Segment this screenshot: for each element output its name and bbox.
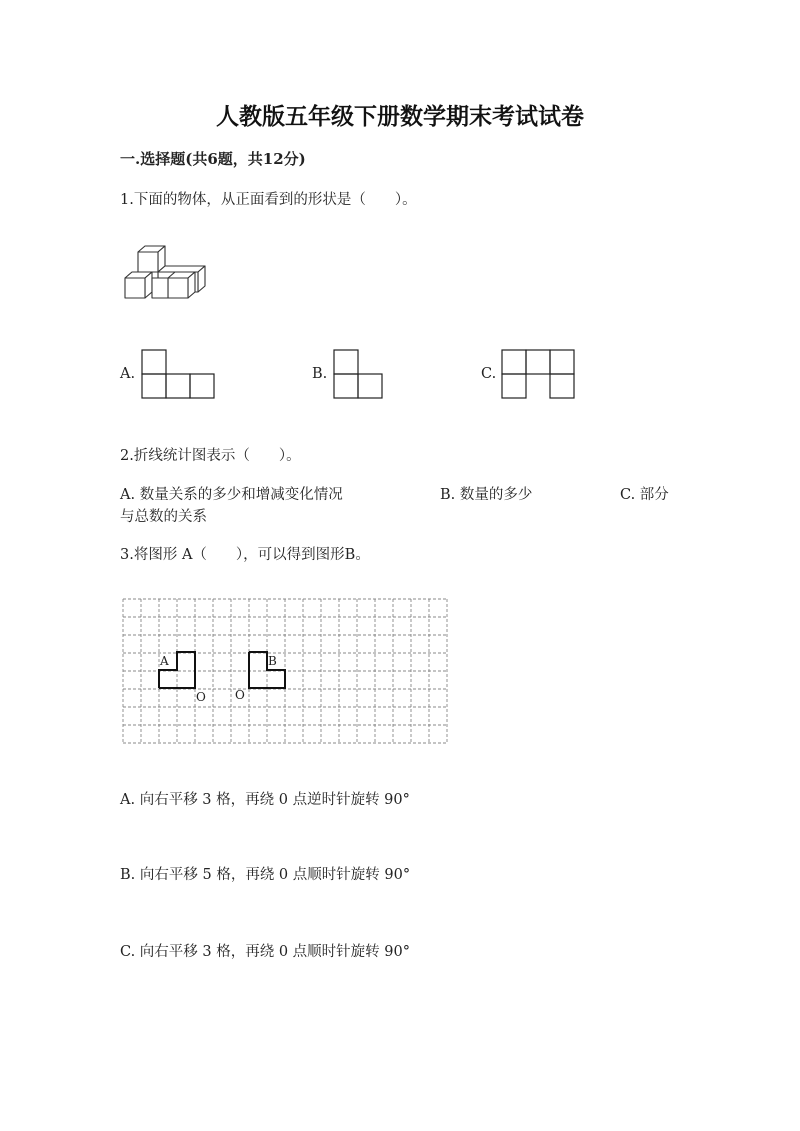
question-3-option-a[interactable]: A. 向右平移 3 格，再绕 0 点逆时针旋转 90° [120,792,410,808]
question-1-option-b-shape[interactable] [333,349,383,399]
question-2-option-b[interactable]: B. 数量的多少 [440,487,533,503]
question-3-text: 3.将图形 A（ ），可以得到图形B。 [120,547,370,563]
question-2-option-c-continued: 与总数的关系 [120,509,207,525]
question-2-text: 2.折线统计图表示（ ）。 [120,448,301,464]
question-1-option-a-shape[interactable] [141,349,215,399]
point-o-right-of-a: O [196,690,206,704]
question-2-option-c[interactable]: C. 部分 [620,487,669,503]
page-title: 人教版五年级下册数学期末考试试卷 [216,103,584,130]
section-heading: 一.选择题(共6题，共12分) [120,150,306,168]
question-2-option-a[interactable]: A. 数量关系的多少和增减变化情况 [120,487,343,503]
question-3-option-c[interactable]: C. 向右平移 3 格，再绕 0 点顺时针旋转 90° [120,944,410,960]
question-3-grid-figure [123,599,445,744]
question-1-option-b-label[interactable]: B. [312,366,328,382]
question-1-text: 1.下面的物体，从正面看到的形状是（ ）。 [120,192,417,208]
shape-b [249,652,285,688]
point-o-left-of-b: O [235,688,245,702]
question-1-cube-figure [118,240,218,310]
shape-b-label: B [268,654,277,668]
shape-a-label: A [160,654,169,668]
question-1-option-c-shape[interactable] [501,349,575,399]
question-3-option-b[interactable]: B. 向右平移 5 格，再绕 0 点顺时针旋转 90° [120,867,411,883]
question-1-option-c-label[interactable]: C. [481,366,497,382]
question-1-option-a-label[interactable]: A. [120,366,136,382]
